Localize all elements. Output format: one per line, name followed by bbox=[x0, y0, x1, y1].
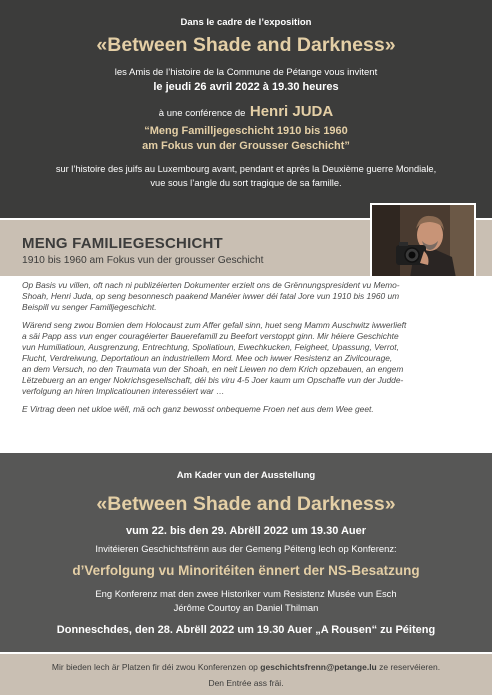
text-line: an dem Versuch, no den Traumata vun der Shoah, en neit Liewen no dem Krich opzebauen, an engem bbox=[22, 364, 404, 374]
text-line: Flucht, Verdreiwung, Deportatioun an industriellem Mord. Mee och iwwer Resistenz an Zivilcourage, bbox=[22, 353, 393, 363]
conference-title: d’Verfolgung vu Minoritéiten ënnert der NS-Besatzung bbox=[72, 563, 420, 578]
description-line-1: Eng Konferenz mat den zwee Historiker vum Resistenz Musée vun Esch bbox=[95, 588, 397, 599]
text-line: verfolgung an hiren Implicatiounen interesséiert war … bbox=[22, 386, 225, 396]
reservation-text: Mir bieden lech är Platzen fir déi zwou Konferenzen op bbox=[51, 662, 258, 672]
context-line: Dans le cadre de l’exposition bbox=[180, 17, 312, 28]
paragraph-2 bbox=[22, 320, 470, 397]
date-time: le jeudi 26 avril 2022 à 19.30 heures bbox=[153, 81, 339, 93]
email-link[interactable]: geschichtsfrenn@petange.lu bbox=[260, 662, 377, 672]
invitation-line: Invitéieren Geschichtsfrënn aus der Gemeng Péiteng lech op Konferenz: bbox=[95, 543, 397, 554]
description-line-2: Jérôme Courtoy an Daniel Thilman bbox=[173, 602, 319, 613]
speaker-name: Henri JUDA bbox=[249, 103, 334, 120]
book-title: MENG FAMILIEGESCHICHT bbox=[22, 235, 223, 252]
talk-title-line-2: am Fokus vun der Grousser Geschicht” bbox=[142, 140, 350, 152]
invitation-line: les Amis de l’histoire de la Commune de Pétange vous invitent bbox=[114, 67, 378, 78]
paragraph-1 bbox=[22, 280, 470, 313]
reservation-suffix: ze reservéieren. bbox=[379, 662, 441, 672]
description-line-1: sur l’histoire des juifs au Luxembourg avant, pendant et après la Deuxième guerre Mondiale, bbox=[55, 164, 437, 174]
luxembourgish-invitation-panel bbox=[0, 453, 492, 652]
conference-line bbox=[0, 103, 492, 123]
book-description bbox=[0, 276, 492, 453]
text-line: Shoah, Henri Juda, op seng besonnesch paakend Manéier iwwer déi fatal Jore vun 1910 bis 1960 um bbox=[22, 291, 400, 301]
reservation-line bbox=[0, 662, 492, 672]
text-line: Lëtzebuerg an an enger Nokrichsgesellschaft, déi bis viru 4-5 Joer kaum um Opschaffe vun der Judde- bbox=[22, 375, 404, 385]
book-subtitle: 1910 bis 1960 am Fokus vun der grousser Geschicht bbox=[22, 255, 264, 266]
exhibition-title: «Between Shade and Darkness» bbox=[96, 493, 396, 515]
conference-prefix: à une conférence de bbox=[158, 108, 246, 119]
description-line-2: vue sous l’angle du sort tragique de sa famille. bbox=[150, 178, 342, 188]
talk-title-line-1: “Meng Familljegeschicht 1910 bis 1960 bbox=[144, 125, 348, 137]
event-details: Donneschdes, den 28. Abrëll 2022 um 19.30 Auer „A Rousen“ zu Péiteng bbox=[56, 624, 436, 636]
context-line: Am Kader vun der Ausstellung bbox=[176, 470, 316, 481]
reservation-footer bbox=[0, 654, 492, 695]
text-line: Op Basis vu villen, oft nach ni publizéierten Dokumenter erzielt ons de Grënnungspresident vu Memo- bbox=[22, 280, 400, 290]
paragraph-3: E Virtrag deen net ukloe wëll, mä och ganz bewosst onbequeme Froen net aus dem Wee geet. bbox=[22, 404, 374, 414]
portrait-image bbox=[372, 205, 474, 278]
french-invitation-panel bbox=[0, 0, 492, 218]
text-line: a säi Papp ass vun enger couragéierter Bauerefamill zu Beefort verstoppt ginn. Mir héiere Geschichte bbox=[22, 331, 399, 341]
exhibition-dates: vum 22. bis den 29. Abrëll 2022 um 19.30 Auer bbox=[125, 525, 367, 537]
text-line: vun Humiliatioun, Ausgrenzung, Entrechtung, Spoliatioun, Ewechkucken, Feigheet, Upassung, Verrot, bbox=[22, 342, 399, 352]
free-entry-line: Den Entrée ass fräi. bbox=[208, 678, 284, 688]
text-line: Beispill vu senger Familljegeschicht. bbox=[22, 302, 157, 312]
exhibition-title: «Between Shade and Darkness» bbox=[96, 34, 396, 56]
text-line: Wärend seng zwou Bomien dem Holocaust zum Affer gefall sinn, huet seng Mamm Auschwitz iwwerlieft bbox=[22, 320, 407, 330]
speaker-photo bbox=[370, 203, 476, 280]
